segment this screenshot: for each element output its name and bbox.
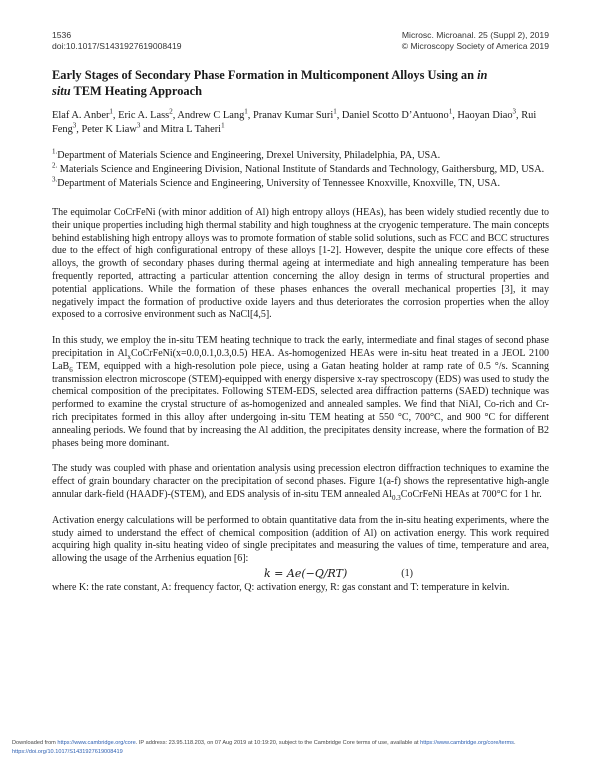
paper-page: [52, 30, 549, 608]
author-name: Rui Feng: [52, 110, 537, 135]
author-affiliation-mark: 1: [333, 107, 337, 116]
paragraph-analysis: The study was coupled with phase and orientation analysis using precession electron diffraction techniques to examine the effect of grain boundary character on the precipitation of second phases. Figure 1(a-f) shows the representative high-angle annular dark-field (HAADF)-(STEM), and EDS analysis of in-situ TEM annealed $Al_{0.3}CoCrFeNi$ HEAs at 700°C for 1 hr.: [52, 463, 549, 502]
author-separator: ,: [516, 110, 522, 121]
author-list: [52, 109, 549, 137]
download-footer: Downloaded from https://www.cambridge.org/core. IP address: 23.95.118.203, on 07 Aug 2019 at 10:19:20, subject to the Cambridge Core terms of use, available at https://www.cambridge.org/core/terms. https://doi.org/10.1017/S1431927619008419: [12, 740, 516, 755]
author-affiliation-mark: 1: [221, 121, 225, 130]
affiliation-2: [52, 163, 549, 176]
author-name: Daniel Scotto D’Antuono: [341, 110, 449, 121]
author-affiliation-mark: 1: [109, 107, 113, 116]
copyright: © Microscopy Society of America 2019: [401, 41, 549, 51]
author-name: Eric A. Lass: [118, 110, 170, 121]
author-name: Mitra L Taheri: [160, 124, 222, 135]
page-number: 1536: [52, 30, 72, 40]
author-separator: ,: [172, 110, 178, 121]
author-separator: and: [140, 124, 161, 135]
author-name: Peter K Liaw: [81, 124, 137, 135]
author-affiliation-mark: 3: [512, 107, 517, 116]
doi-link[interactable]: https://doi.org/10.1017/S1431927619008419: [12, 749, 123, 755]
author-separator: ,: [452, 110, 458, 121]
author-affiliation-mark: 2: [169, 107, 173, 116]
affiliation-text: Department of Materials Science and Engineering, Drexel University, Philadelphia, PA, USA.: [57, 150, 441, 161]
paper-title: Early Stages of Secondary Phase Formation in Multicomponent Alloys Using an in situ TEM Heating Approach: [52, 68, 488, 98]
author-separator: ,: [336, 110, 342, 121]
header-left: [52, 30, 182, 52]
author-name: Haoyan Diao: [457, 110, 513, 121]
affiliation-list: [52, 149, 549, 190]
equation-formula: k = Ae(−Q/RT): [264, 566, 348, 580]
author-separator: ,: [247, 110, 253, 121]
doi: doi:10.1017/S1431927619008419: [52, 41, 182, 51]
paragraph-method: In this study, we employ the in-situ TEM heating technique to track the early, intermediate and final stages of second phase precipitation in $Al_xCoCrFeNi(x=0.0,0.1,0.3,0.5)$ HEA. As-homogenized HEAs were in-situ heat treated in a JEOL 2100 LaB$_6$ TEM, equipped with a high-resolution pole piece, using a Gatan heating holder at ramp rate of 0.5 °/s. Scanning transmission electron microscope (STEM)-equipped with energy dispersive x-ray spectroscopy (EDS) was used to study the chemical composition of the precipitates. Following STEM-EDS, selected area diffraction patterns (SAED) technique was performed to examine the crystal structure of as-homogenized and annealed samples. We find that NiAl, Co-rich and Cr-rich precipitates formed in this alloy after undergoing in-situ TEM heating at 550 °C, 700°C, and 900 °C for different annealing periods. We found that by increasing the Al addition, the precipitates density increase, where the formation of B2 phases being more dominant.: [52, 335, 550, 449]
running-header: [52, 30, 549, 52]
affiliation-text: Materials Science and Engineering Division, National Institute of Standards and Technology, Gaithersburg, MD, USA.: [57, 164, 545, 175]
author-name: Elaf A. Anber: [52, 110, 110, 121]
cambridge-core-link[interactable]: https://www.cambridge.org/core: [57, 740, 136, 746]
affiliation-number: 3.: [52, 175, 58, 184]
author-name: Pranav Kumar Suri: [252, 110, 334, 121]
author-affiliation-mark: 1: [448, 107, 453, 116]
author-name: Andrew C Lang: [177, 110, 245, 121]
journal-citation: Microsc. Microanal. 25 (Suppl 2), 2019: [401, 30, 549, 40]
author-affiliation-mark: 3: [136, 121, 141, 130]
paragraph-definitions: where K: the rate constant, A: frequency factor, Q: activation energy, R: gas constant and T: temperature in kelvin.: [52, 581, 510, 593]
paragraph-intro: The equimolar CoCrFeNi (with minor addition of Al) high entropy alloys (HEAs), has been widely studied recently due to their unique properties including high thermal stability and high toughness at the cryogenic temperature. The main concepts behind establishing high entropy alloys was to promote formation of stable solid solutions, such as FCC and BCC structures due to the effect of high configurational entropy of these alloys [1-2]. However, despite the unique core effects of these alloys, the growth of secondary phases during thermal ageing at intermediate and high annealing temperature has been frequently reported, attracting a particular attention concerning the alloy design in terms of structural properties and potential applications. While the formation of these phases enhances the overall mechanical properties [3], it may negatively impact the formation of productive oxide layers and thus deteriorates the corrosion properties when the alloy exposed to a corrosive environment such as NaCl[4,5].: [52, 207, 549, 321]
arrhenius-equation: [52, 566, 549, 582]
author-affiliation-mark: 1: [244, 107, 248, 116]
author-affiliation-mark: 3: [72, 121, 77, 130]
affiliation-3: [52, 177, 549, 190]
affiliation-number: 1.: [52, 147, 58, 156]
author-separator: ,: [76, 124, 82, 135]
author-separator: ,: [112, 110, 119, 121]
terms-link[interactable]: https://www.cambridge.org/core/terms: [420, 740, 514, 746]
paragraph-activation: Activation energy calculations will be performed to obtain quantitative data from the in-situ heating experiments, where the study aimed to understand the effect of chemical composition (addition of Al) on activation energy. This work required acquiring high quality in-situ heating video of single precipitates and measuring the values of time, temperature and area, allowing the usage of the Arrhenius equation [6]:: [52, 514, 549, 565]
affiliation-1: [52, 149, 549, 162]
abstract-body: [52, 207, 549, 595]
affiliation-text: Department of Materials Science and Engineering, University of Tennessee Knoxville, Knoxville, TN, USA.: [57, 178, 501, 189]
header-right: [402, 30, 549, 52]
equation-number: (1): [401, 567, 413, 579]
affiliation-number: 2.: [52, 161, 58, 170]
